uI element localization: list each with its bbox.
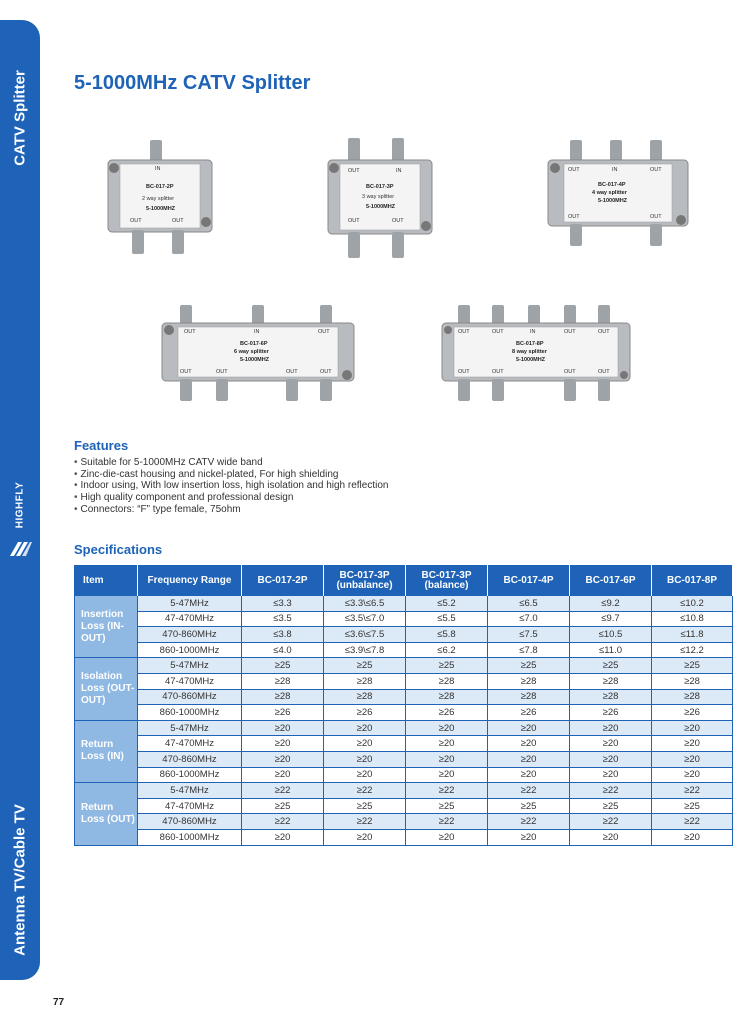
table-header-row [75, 566, 733, 596]
table-row [75, 673, 733, 689]
value-cell: ≤6.5 [488, 596, 570, 612]
value-cell: ≥22 [324, 814, 406, 830]
svg-text:OUT: OUT [286, 369, 298, 375]
value-cell: ≥20 [324, 736, 406, 752]
page-number: 77 [53, 997, 65, 1008]
parameter-group-label: Return Loss (OUT) [75, 783, 138, 845]
value-cell: ≥26 [324, 705, 406, 721]
parameter-group-label: Return Loss (IN) [75, 720, 138, 782]
table-row [75, 611, 733, 627]
svg-text:5-1000MHZ: 5-1000MHZ [366, 204, 396, 210]
frequency-cell: 5-47MHz [138, 596, 242, 612]
feature-item: • Indoor using, With low insertion loss, high isolation and high reflection [74, 480, 388, 492]
svg-text:6 way splitter: 6 way splitter [234, 349, 269, 355]
table-row [75, 798, 733, 814]
product-image-6p [160, 305, 356, 403]
value-cell: ≥22 [406, 783, 488, 799]
header-frequency: Frequency Range [138, 566, 242, 596]
svg-text:OUT: OUT [216, 369, 228, 375]
svg-text:8 way splitter: 8 way splitter [512, 349, 547, 355]
svg-text:OUT: OUT [348, 168, 360, 174]
value-cell: ≤10.2 [652, 596, 733, 612]
value-cell: ≥20 [406, 720, 488, 736]
svg-text:OUT: OUT [598, 369, 610, 375]
frequency-cell: 47-470MHz [138, 736, 242, 752]
svg-text:5-1000MHZ: 5-1000MHZ [516, 357, 546, 363]
table-row [75, 814, 733, 830]
svg-text:OUT: OUT [130, 218, 142, 224]
table-body [75, 596, 733, 846]
value-cell: ≥28 [406, 689, 488, 705]
product-image-8p [440, 305, 632, 403]
value-cell: ≥22 [488, 783, 570, 799]
svg-text:2 way splitter: 2 way splitter [142, 196, 175, 202]
value-cell: ≥25 [242, 798, 324, 814]
svg-text:OUT: OUT [392, 218, 404, 224]
svg-text:BC-017-6P: BC-017-6P [240, 341, 268, 347]
value-cell: ≤3.3 [242, 596, 324, 612]
value-cell: ≥25 [406, 658, 488, 674]
value-cell: ≥26 [406, 705, 488, 721]
value-cell: ≤6.2 [406, 642, 488, 658]
value-cell: ≥20 [324, 720, 406, 736]
svg-text:OUT: OUT [568, 214, 580, 220]
feature-item: • Suitable for 5-1000MHz CATV wide band [74, 457, 388, 469]
value-cell: ≥28 [406, 673, 488, 689]
value-cell: ≥25 [570, 658, 652, 674]
svg-text:OUT: OUT [650, 167, 662, 173]
header-4p: BC-017-4P [488, 566, 570, 596]
brand-logo-text: HIGHFLY [14, 481, 26, 529]
value-cell: ≥28 [242, 673, 324, 689]
value-cell: ≥20 [324, 829, 406, 845]
feature-item: • Zinc-die-cast housing and nickel-plated, For high shielding [74, 469, 388, 481]
value-cell: ≥22 [242, 814, 324, 830]
value-cell: ≤11.0 [570, 642, 652, 658]
sidebar-section-label: Antenna TV/Cable TV [11, 804, 29, 956]
value-cell: ≥20 [242, 720, 324, 736]
table-row [75, 829, 733, 845]
value-cell: ≥22 [570, 814, 652, 830]
value-cell: ≥22 [242, 783, 324, 799]
value-cell: ≤7.0 [488, 611, 570, 627]
value-cell: ≤3.5 [242, 611, 324, 627]
sidebar [0, 0, 40, 1035]
svg-text:OUT: OUT [568, 167, 580, 173]
value-cell: ≥22 [570, 783, 652, 799]
value-cell: ≥28 [570, 689, 652, 705]
product-image-4p [546, 140, 690, 248]
frequency-cell: 47-470MHz [138, 611, 242, 627]
value-cell: ≥25 [406, 798, 488, 814]
specifications-table [74, 565, 733, 846]
value-cell: ≥22 [652, 814, 733, 830]
value-cell: ≤3.9\≤7.8 [324, 642, 406, 658]
frequency-cell: 860-1000MHz [138, 767, 242, 783]
svg-text:OUT: OUT [180, 369, 192, 375]
svg-text:OUT: OUT [348, 218, 360, 224]
svg-text:OUT: OUT [458, 329, 470, 335]
value-cell: ≤3.8 [242, 627, 324, 643]
value-cell: ≤4.0 [242, 642, 324, 658]
product-image-2p [106, 140, 214, 258]
table-row [75, 720, 733, 736]
table-row [75, 751, 733, 767]
value-cell: ≥20 [652, 751, 733, 767]
value-cell: ≥25 [488, 658, 570, 674]
features-heading: Features [74, 438, 129, 453]
value-cell: ≤7.8 [488, 642, 570, 658]
svg-text:5-1000MHZ: 5-1000MHZ [240, 357, 270, 363]
value-cell: ≥20 [652, 767, 733, 783]
value-cell: ≥20 [406, 751, 488, 767]
frequency-cell: 860-1000MHz [138, 705, 242, 721]
header-3p-balance: BC-017-3P (balance) [406, 566, 488, 596]
svg-text:OUT: OUT [598, 329, 610, 335]
value-cell: ≥20 [324, 767, 406, 783]
value-cell: ≥20 [488, 829, 570, 845]
frequency-cell: 5-47MHz [138, 658, 242, 674]
value-cell: ≤5.2 [406, 596, 488, 612]
value-cell: ≥25 [242, 658, 324, 674]
frequency-cell: 47-470MHz [138, 673, 242, 689]
svg-text:3 way splitter: 3 way splitter [362, 194, 395, 200]
value-cell: ≥20 [242, 736, 324, 752]
value-cell: ≥25 [652, 658, 733, 674]
value-cell: ≥20 [570, 751, 652, 767]
header-6p: BC-017-6P [570, 566, 652, 596]
product-image-3p-unbalance [326, 138, 434, 260]
svg-text:OUT: OUT [320, 369, 332, 375]
svg-text:OUT: OUT [184, 329, 196, 335]
frequency-cell: 470-860MHz [138, 627, 242, 643]
svg-text:4 way splitter: 4 way splitter [592, 190, 627, 196]
value-cell: ≥20 [570, 720, 652, 736]
header-2p: BC-017-2P [242, 566, 324, 596]
value-cell: ≥22 [652, 783, 733, 799]
value-cell: ≥26 [488, 705, 570, 721]
value-cell: ≥20 [488, 767, 570, 783]
frequency-cell: 860-1000MHz [138, 829, 242, 845]
value-cell: ≥20 [488, 736, 570, 752]
table-row [75, 767, 733, 783]
value-cell: ≥20 [488, 751, 570, 767]
value-cell: ≤5.8 [406, 627, 488, 643]
table-row [75, 783, 733, 799]
sidebar-category-label: CATV Splitter [11, 70, 29, 166]
value-cell: ≥22 [324, 783, 406, 799]
value-cell: ≥20 [324, 751, 406, 767]
svg-text:IN: IN [396, 168, 402, 174]
value-cell: ≥22 [406, 814, 488, 830]
frequency-cell: 470-860MHz [138, 814, 242, 830]
svg-text:OUT: OUT [172, 218, 184, 224]
table-row [75, 642, 733, 658]
value-cell: ≥28 [324, 689, 406, 705]
value-cell: ≤9.2 [570, 596, 652, 612]
table-row [75, 689, 733, 705]
svg-text:IN: IN [530, 329, 536, 335]
value-cell: ≥28 [242, 689, 324, 705]
svg-text:OUT: OUT [564, 329, 576, 335]
frequency-cell: 860-1000MHz [138, 642, 242, 658]
table-row [75, 705, 733, 721]
value-cell: ≥20 [406, 829, 488, 845]
value-cell: ≥28 [488, 673, 570, 689]
svg-text:OUT: OUT [318, 329, 330, 335]
svg-text:IN: IN [254, 329, 260, 335]
frequency-cell: 47-470MHz [138, 798, 242, 814]
value-cell: ≥28 [324, 673, 406, 689]
svg-text:OUT: OUT [564, 369, 576, 375]
parameter-group-label: Isolation Loss (OUT-OUT) [75, 658, 138, 720]
svg-text:BC-017-8P: BC-017-8P [516, 341, 544, 347]
value-cell: ≥20 [570, 767, 652, 783]
value-cell: ≥20 [406, 767, 488, 783]
svg-text:BC-017-2P: BC-017-2P [146, 184, 174, 190]
feature-item: • High quality component and professional design [74, 492, 388, 504]
value-cell: ≥28 [652, 689, 733, 705]
table-row [75, 596, 733, 612]
svg-text:5-1000MHZ: 5-1000MHZ [598, 198, 628, 204]
svg-text:5-1000MHZ: 5-1000MHZ [146, 206, 176, 212]
value-cell: ≤12.2 [652, 642, 733, 658]
value-cell: ≥26 [570, 705, 652, 721]
svg-text:BC-017-4P: BC-017-4P [598, 182, 626, 188]
table-row [75, 736, 733, 752]
value-cell: ≤3.5\≤7.0 [324, 611, 406, 627]
value-cell: ≤7.5 [488, 627, 570, 643]
parameter-group-label: Insertion Loss (IN-OUT) [75, 596, 138, 658]
value-cell: ≥25 [324, 658, 406, 674]
value-cell: ≥25 [570, 798, 652, 814]
svg-text:IN: IN [155, 166, 161, 172]
value-cell: ≥26 [652, 705, 733, 721]
value-cell: ≤5.5 [406, 611, 488, 627]
header-item: Item [75, 566, 138, 596]
value-cell: ≥25 [652, 798, 733, 814]
value-cell: ≤9.7 [570, 611, 652, 627]
svg-text:IN: IN [612, 167, 618, 173]
value-cell: ≥28 [570, 673, 652, 689]
frequency-cell: 470-860MHz [138, 751, 242, 767]
header-3p-unbalance: BC-017-3P (unbalance) [324, 566, 406, 596]
features-list [74, 457, 388, 516]
value-cell: ≥25 [324, 798, 406, 814]
page-title: 5-1000MHz CATV Splitter [74, 72, 311, 94]
brand-logo-icon [8, 528, 32, 558]
svg-text:BC-017-3P: BC-017-3P [366, 184, 394, 190]
value-cell: ≥20 [488, 720, 570, 736]
value-cell: ≥20 [570, 736, 652, 752]
value-cell: ≥28 [652, 673, 733, 689]
value-cell: ≤11.8 [652, 627, 733, 643]
value-cell: ≥20 [652, 720, 733, 736]
value-cell: ≥20 [570, 829, 652, 845]
value-cell: ≥28 [488, 689, 570, 705]
value-cell: ≤3.6\≤7.5 [324, 627, 406, 643]
svg-text:OUT: OUT [492, 329, 504, 335]
specifications-heading: Specifications [74, 542, 163, 557]
value-cell: ≤10.8 [652, 611, 733, 627]
header-8p: BC-017-8P [652, 566, 733, 596]
value-cell: ≥25 [488, 798, 570, 814]
value-cell: ≥22 [488, 814, 570, 830]
value-cell: ≥26 [242, 705, 324, 721]
frequency-cell: 5-47MHz [138, 720, 242, 736]
value-cell: ≥20 [652, 829, 733, 845]
value-cell: ≥20 [652, 736, 733, 752]
table-row [75, 658, 733, 674]
svg-text:OUT: OUT [650, 214, 662, 220]
value-cell: ≥20 [242, 751, 324, 767]
value-cell: ≤10.5 [570, 627, 652, 643]
frequency-cell: 5-47MHz [138, 783, 242, 799]
svg-text:OUT: OUT [458, 369, 470, 375]
svg-text:OUT: OUT [492, 369, 504, 375]
value-cell: ≥20 [242, 829, 324, 845]
value-cell: ≥20 [242, 767, 324, 783]
frequency-cell: 470-860MHz [138, 689, 242, 705]
table-row [75, 627, 733, 643]
feature-item: • Connectors: “F” type female, 75ohm [74, 504, 388, 516]
value-cell: ≤3.3\≤6.5 [324, 596, 406, 612]
value-cell: ≥20 [406, 736, 488, 752]
